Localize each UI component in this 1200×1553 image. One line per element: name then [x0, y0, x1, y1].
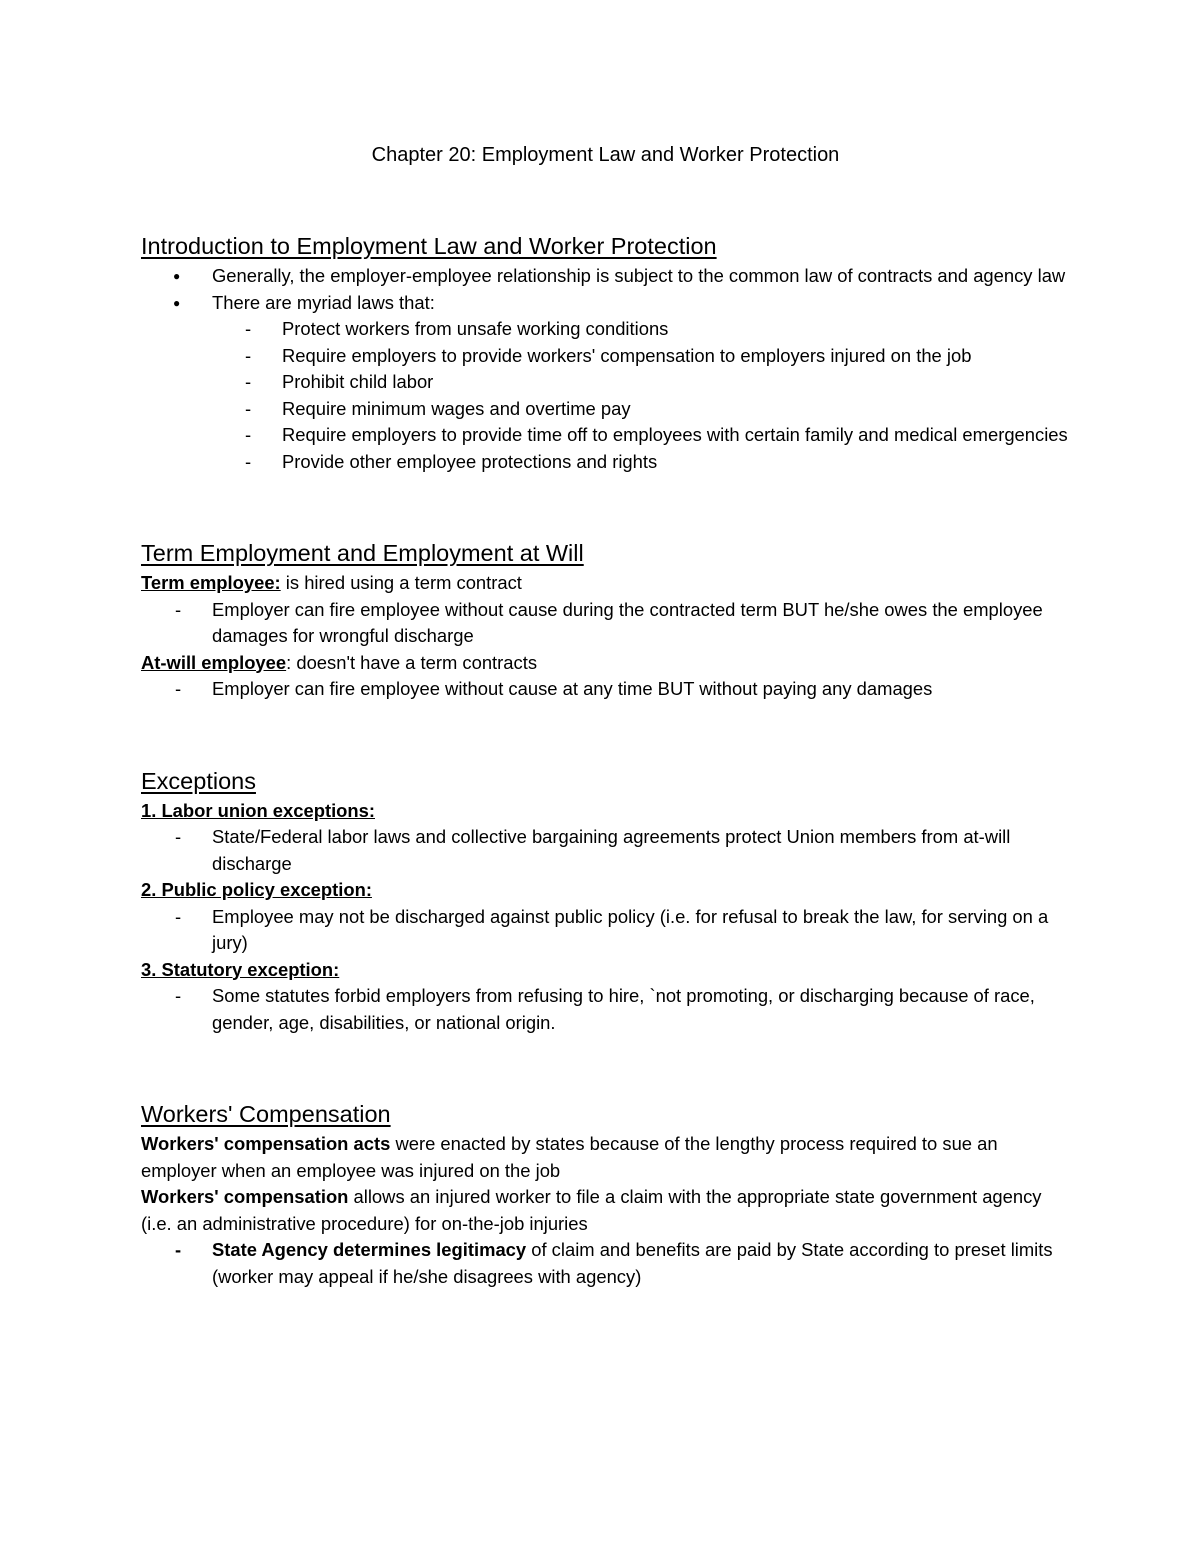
workers-comp-acts-paragraph — [141, 1131, 1070, 1184]
section-term-employment — [141, 536, 1070, 703]
list-item: - Require minimum wages and overtime pay — [141, 396, 1070, 423]
section-exceptions — [141, 764, 1070, 1037]
list-item — [141, 1237, 1070, 1290]
list-item: - Protect workers from unsafe working conditions — [141, 316, 1070, 343]
workers-comp-paragraph — [141, 1184, 1070, 1237]
term-employee-label: Term employee: — [141, 572, 281, 593]
list-item: - Require employers to provide time off to employees with certain family and medical emergencies — [141, 422, 1070, 449]
exception-heading-statutory: 3. Statutory exception: — [141, 958, 340, 980]
workers-comp-acts-text: were enacted by states because of the lengthy process required to sue an employer when an employee was injured on the job — [141, 1133, 998, 1181]
exception-heading-labor-union: 1. Labor union exceptions: — [141, 799, 375, 821]
at-will-employee-definition — [141, 650, 1070, 677]
list-item: - Employee may not be discharged against public policy (i.e. for refusal to break the law, for serving on a jury) — [141, 904, 1070, 957]
term-employee-text: is hired using a term contract — [280, 572, 522, 593]
list-item: - Some statutes forbid employers from refusing to hire, `not promoting, or discharging because of race, gender, age, disabilities, or national origin. — [141, 983, 1070, 1036]
list-item: - Require employers to provide workers' compensation to employers injured on the job — [141, 343, 1070, 370]
workers-comp-term: Workers' compensation — [141, 1186, 349, 1207]
state-agency-text: of claim and benefits are paid by State according to preset limits (worker may appeal if he/she disagrees with agency) — [212, 1239, 1053, 1287]
list-item: - State/Federal labor laws and collective bargaining agreements protect Union members from at-will discharge — [141, 824, 1070, 877]
list-item: ● Generally, the employer-employee relationship is subject to the common law of contracts and agency law — [141, 263, 1070, 290]
at-will-employee-text: : doesn't have a term contracts — [286, 651, 538, 673]
term-employee-list — [141, 597, 1070, 650]
exception-heading-public-policy: 2. Public policy exception: — [141, 879, 372, 900]
at-will-employee-label: At-will employee — [141, 651, 287, 673]
exception-list-labor-union — [141, 824, 1070, 877]
term-employee-definition — [141, 570, 1070, 597]
intro-bullet-list — [141, 263, 1070, 475]
list-item: - Prohibit child labor — [141, 369, 1070, 396]
exception-list-statutory — [141, 983, 1070, 1036]
section-introduction — [141, 229, 1070, 475]
section-heading-exceptions: Exceptions — [141, 767, 256, 794]
section-workers-compensation — [141, 1097, 1070, 1290]
list-item: - Provide other employee protections and rights — [141, 449, 1070, 476]
workers-comp-text: allows an injured worker to file a claim with the appropriate state government agency (i.e. an administrative procedure) for on-the-job injuries — [141, 1186, 1042, 1234]
section-heading-workers-compensation: Workers' Compensation — [141, 1101, 391, 1127]
section-heading-introduction: Introduction to Employment Law and Worker Protection — [141, 233, 717, 259]
list-item: - Employer can fire employee without cause at any time BUT without paying any damages — [141, 676, 1070, 703]
exception-list-public-policy — [141, 904, 1070, 957]
workers-comp-acts-term: Workers' compensation acts — [141, 1133, 391, 1154]
section-heading-term-employment: Term Employment and Employment at Will — [141, 540, 584, 566]
list-item: ● There are myriad laws that: — [141, 290, 1070, 317]
at-will-employee-list — [141, 676, 1070, 703]
workers-comp-list — [141, 1237, 1070, 1290]
state-agency-term: State Agency determines legitimacy — [212, 1239, 527, 1260]
document-title: Chapter 20: Employment Law and Worker Protection — [371, 144, 840, 166]
list-item: - Employer can fire employee without cause during the contracted term BUT he/she owes the employee damages for wrongful discharge — [141, 597, 1070, 650]
